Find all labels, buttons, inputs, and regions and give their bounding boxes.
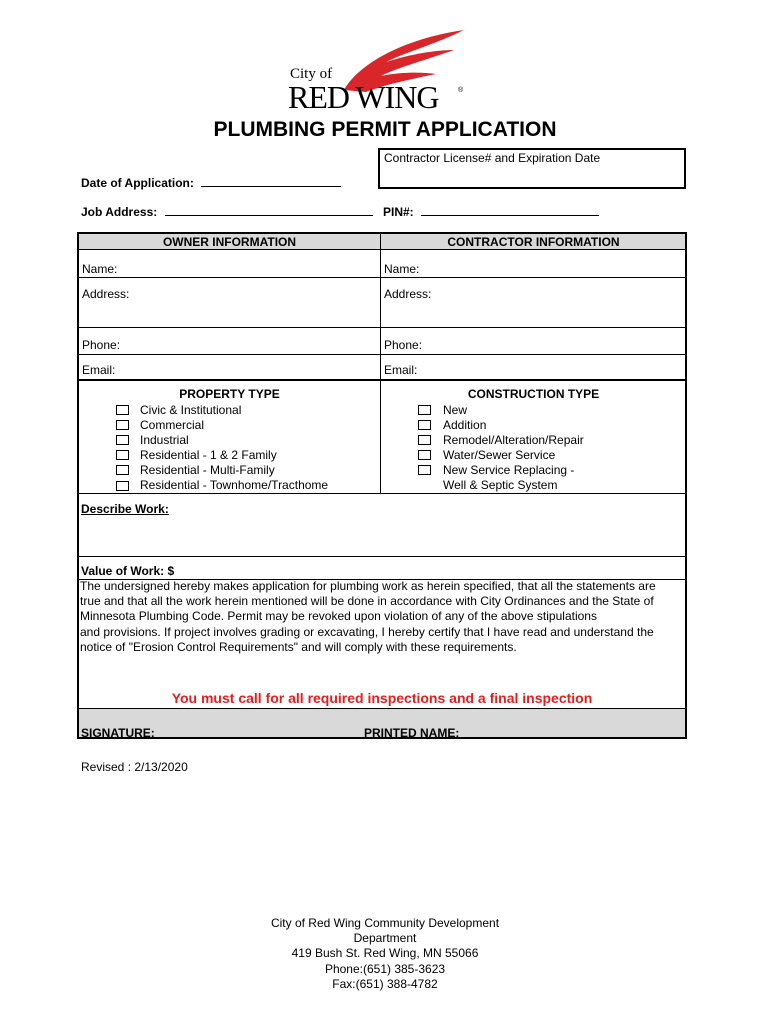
- contractor-info-header: CONTRACTOR INFORMATION: [447, 235, 620, 249]
- pin-label: PIN#:: [383, 205, 414, 219]
- construction-option-label: Well & Septic System: [443, 478, 558, 492]
- declaration-paragraph: [80, 579, 684, 655]
- divider: [79, 354, 685, 355]
- declaration-line: and provisions. If project involves grading or excavating, I hereby certify that I have read and understand the: [80, 624, 654, 639]
- property-option-label: Residential - Townhome/Tracthome: [140, 478, 329, 492]
- checkbox-residential-1-2-family[interactable]: [116, 450, 129, 460]
- page-title: PLUMBING PERMIT APPLICATION: [213, 118, 557, 141]
- checkbox-new-service-replacing[interactable]: [418, 465, 431, 475]
- checkbox-remodel-alteration-repair[interactable]: [418, 435, 431, 445]
- checkbox-new[interactable]: [418, 405, 431, 415]
- checkbox-residential-multi-family[interactable]: [116, 465, 129, 475]
- checkbox-commercial[interactable]: [116, 420, 129, 430]
- footer-line: Department: [353, 931, 417, 946]
- construction-type-header: CONSTRUCTION TYPE: [467, 387, 600, 401]
- date-of-application-label: Date of Application:: [81, 176, 194, 190]
- checkbox-water-sewer-service[interactable]: [418, 450, 431, 460]
- construction-option-label: New: [443, 403, 468, 417]
- footer-line: Fax:(651) 388-4782: [332, 976, 438, 991]
- svg-text:®: ®: [458, 87, 464, 94]
- checkbox-industrial[interactable]: [116, 435, 129, 445]
- property-type-header: PROPERTY TYPE: [179, 387, 280, 401]
- contractor-license-label: Contractor License# and Expiration Date: [384, 151, 601, 165]
- declaration-line: Minnesota Plumbing Code. Permit may be revoked upon violation of any of the above stipulations: [80, 609, 597, 624]
- printed-name-label: PRINTED NAME:: [364, 726, 460, 740]
- divider: [79, 277, 685, 278]
- owner-address-label: Address:: [82, 287, 130, 301]
- construction-option-label: Water/Sewer Service: [443, 448, 556, 462]
- job-address-line[interactable]: [165, 203, 373, 216]
- date-of-application-field[interactable]: [81, 174, 341, 190]
- property-option-label: Commercial: [140, 418, 205, 432]
- job-address-field[interactable]: [81, 203, 373, 219]
- declaration-line: The undersigned hereby makes application for plumbing work as herein specified, that all the statements are: [80, 579, 656, 593]
- contractor-address-label: Address:: [384, 287, 432, 301]
- owner-email-label: Email:: [82, 363, 116, 377]
- property-option-label: Residential - 1 & 2 Family: [140, 448, 277, 462]
- property-option-label: Residential - Multi-Family: [140, 463, 275, 477]
- job-address-label: Job Address:: [81, 205, 158, 219]
- contractor-name-label: Name:: [384, 262, 420, 276]
- pin-line[interactable]: [421, 203, 599, 216]
- footer-address: [0, 916, 770, 992]
- declaration-line: true and that all the work herein mentioned will be done in accordance with City Ordinances and the State of: [80, 594, 654, 609]
- revised-date: Revised : 2/13/2020: [81, 760, 188, 774]
- owner-phone-label: Phone:: [82, 338, 121, 352]
- checkbox-addition[interactable]: [418, 420, 431, 430]
- owner-info-header: OWNER INFORMATION: [162, 235, 297, 249]
- checkbox-residential-townhome[interactable]: [116, 481, 129, 491]
- red-wing-logo-icon: [286, 28, 466, 112]
- declaration-line: notice of "Erosion Control Requirements" and will comply with these requirements.: [80, 639, 517, 654]
- column-divider: [380, 379, 381, 493]
- construction-option-label: New Service Replacing -: [443, 463, 575, 477]
- column-divider: [380, 234, 381, 379]
- divider: [79, 379, 685, 381]
- property-option-label: Industrial: [140, 433, 189, 447]
- property-option-label: Civic & Institutional: [140, 403, 242, 417]
- city-logo: [286, 28, 466, 112]
- svg-text:RED WING: RED WING: [288, 79, 439, 112]
- svg-text:City of: City of: [290, 66, 333, 82]
- construction-option-label: Remodel/Alteration/Repair: [443, 433, 584, 447]
- inspection-notice: You must call for all required inspections and a final inspection: [171, 690, 593, 706]
- divider: [79, 556, 685, 557]
- divider: [79, 249, 685, 250]
- owner-name-label: Name:: [82, 262, 118, 276]
- pin-field[interactable]: [383, 203, 599, 219]
- checkbox-civic-institutional[interactable]: [116, 405, 129, 415]
- divider: [79, 493, 685, 494]
- value-of-work-label: Value of Work: $: [81, 564, 175, 578]
- construction-option-label: Addition: [443, 418, 487, 432]
- footer-line: Phone:(651) 385-3623: [324, 961, 446, 976]
- footer-line: City of Red Wing Community Development: [270, 916, 500, 930]
- divider: [79, 327, 685, 328]
- describe-work-label: Describe Work:: [81, 502, 169, 516]
- signature-label: SIGNATURE:: [81, 726, 155, 740]
- footer-line: 419 Bush St. Red Wing, MN 55066: [291, 946, 479, 961]
- contractor-phone-label: Phone:: [384, 338, 423, 352]
- contractor-email-label: Email:: [384, 363, 418, 377]
- date-of-application-line[interactable]: [201, 174, 341, 187]
